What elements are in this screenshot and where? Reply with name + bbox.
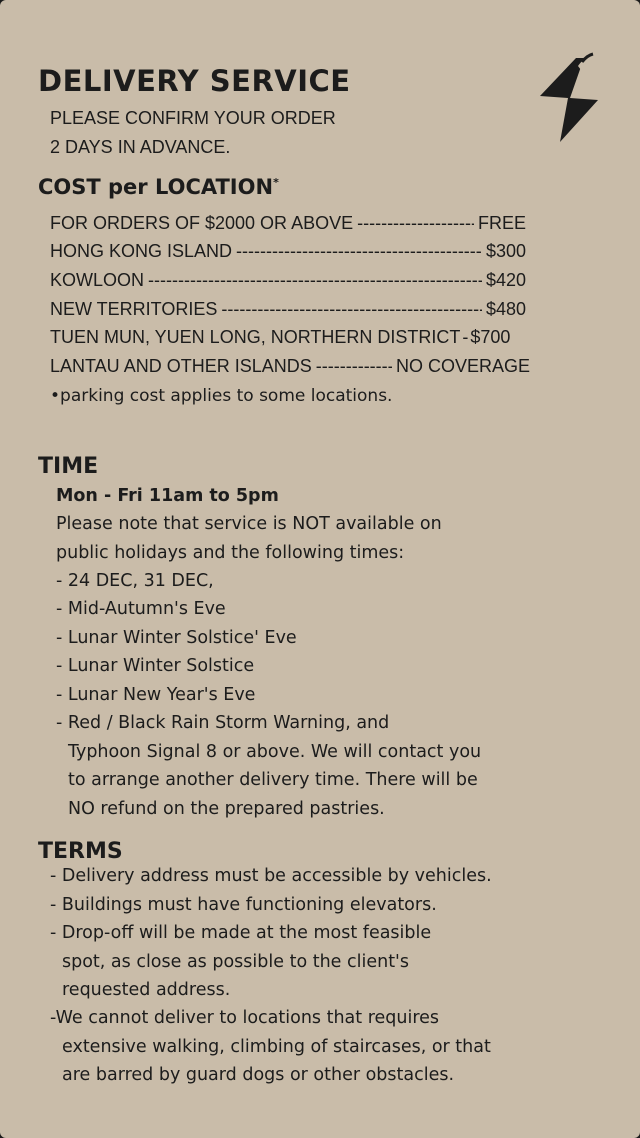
terms-line: - Buildings must have functioning elevators. bbox=[50, 895, 437, 915]
time-note-line: to arrange another delivery time. There will be bbox=[68, 770, 478, 790]
subtitle-line-1: PLEASE CONFIRM YOUR ORDER bbox=[50, 108, 336, 128]
time-note-line: NO refund on the prepared pastries. bbox=[68, 799, 385, 819]
cost-location: HONG KONG ISLAND bbox=[50, 241, 233, 261]
terms-line: - Delivery address must be accessible by vehicles. bbox=[50, 866, 492, 886]
cost-row bbox=[50, 270, 526, 291]
cost-row bbox=[50, 356, 530, 377]
terms-line: spot, as close as possible to the client's bbox=[62, 952, 409, 972]
cost-price: FREE bbox=[477, 213, 526, 233]
terms-heading: TERMS bbox=[38, 839, 123, 864]
time-note-line: - Mid-Autumn's Eve bbox=[56, 599, 226, 619]
lightning-bolt-logo-icon bbox=[538, 52, 602, 146]
service-hours: Mon - Fri 11am to 5pm bbox=[56, 486, 279, 506]
terms-line: -We cannot deliver to locations that requires bbox=[50, 1008, 440, 1028]
cost-location: TUEN MUN, YUEN LONG, NORTHERN DISTRICT bbox=[50, 327, 461, 347]
terms-line: requested address. bbox=[62, 980, 231, 1000]
cost-price: NO COVERAGE bbox=[395, 356, 530, 376]
cost-location: KOWLOON bbox=[50, 270, 145, 290]
time-note-line: Typhoon Signal 8 or above. We will contact you bbox=[68, 742, 482, 762]
time-note-line: - Lunar Winter Solstice bbox=[56, 656, 255, 676]
cost-row: TUEN MUN, YUEN LONG, NORTHERN DISTRICT - $700 bbox=[50, 327, 511, 347]
time-note-line: Please note that service is NOT available on bbox=[56, 514, 442, 534]
time-note-line: - 24 DEC, 31 DEC, bbox=[56, 571, 214, 591]
page-title: DELIVERY SERVICE bbox=[38, 64, 351, 98]
terms-line: extensive walking, climbing of staircases, or that bbox=[62, 1037, 491, 1057]
time-note-line: public holidays and the following times: bbox=[56, 543, 405, 563]
cost-heading: COST per LOCATION* bbox=[38, 175, 279, 199]
cost-price: $700 bbox=[470, 327, 511, 347]
cost-row bbox=[50, 241, 526, 262]
parking-footnote: •parking cost applies to some locations. bbox=[50, 386, 393, 406]
cost-price: $420 bbox=[485, 270, 526, 290]
terms-line: are barred by guard dogs or other obstacles. bbox=[62, 1065, 455, 1085]
time-note-line: - Lunar New Year's Eve bbox=[56, 685, 256, 705]
cost-location: NEW TERRITORIES bbox=[50, 299, 218, 319]
time-heading: TIME bbox=[38, 454, 99, 479]
subtitle-line-2: 2 DAYS IN ADVANCE. bbox=[50, 137, 231, 157]
cost-row bbox=[50, 213, 526, 234]
cost-price: $480 bbox=[485, 299, 526, 319]
cost-location: LANTAU AND OTHER ISLANDS bbox=[50, 356, 312, 376]
cost-row bbox=[50, 299, 526, 320]
time-note-line: - Red / Black Rain Storm Warning, and bbox=[56, 713, 390, 733]
cost-location: FOR ORDERS OF $2000 OR ABOVE bbox=[50, 213, 354, 233]
cost-price: $300 bbox=[485, 241, 526, 261]
time-note-line: - Lunar Winter Solstice' Eve bbox=[56, 628, 297, 648]
terms-line: - Drop-off will be made at the most feasible bbox=[50, 923, 432, 943]
